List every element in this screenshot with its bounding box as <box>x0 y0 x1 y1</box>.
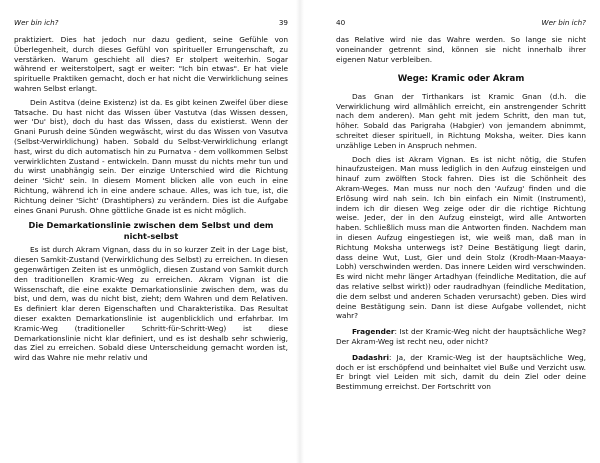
speaker-label: Dadashri <box>352 352 390 362</box>
page-body <box>14 35 288 363</box>
dialogue-paragraph <box>336 327 586 347</box>
speaker-label: Fragender <box>352 327 395 337</box>
page-header <box>336 18 586 27</box>
paragraph: das Relative wird nie das Wahre werden. So lange sie nicht voneinander getrennt sind, können sie nicht innerhalb ihrer eigenen Natur verbleiben. <box>336 35 586 64</box>
page-number: 40 <box>336 18 346 27</box>
paragraph: Es ist durch Akram Vignan, dass du in so kurzer Zeit in der Lage bist, diesen Samkit-Zustand (Verwirklichung des Selbst) zu erreichen. In diesen gegenwärtigen Zeiten ist es unmöglich, diesen Zustand von Samkit durch den traditionellen Kramic-Weg zu erreichen. Akram Vignan ist die Wissenschaft, die eine exakte Demarkationslinie zwischen dem, was du bist, und dem, was du nicht bist, zieht; dem Wahren und dem Relativen. Es definiert klar deren Eigenschaften und Charakteristika. Das Resultat dieser exakten Demarkationslinie ist augenblicklich und erfahrbar. Im Kramic-Weg (traditioneller Schritt-für-Schritt-Weg) ist diese Demarkationslinie nicht klar definiert, und es ist deshalb sehr schwierig, das Ziel zu erreichen. Sobald diese Unterscheidung gemacht worden ist, wird das Wahre nie mehr relativ und <box>14 245 288 363</box>
right-page <box>300 0 600 463</box>
paragraph: Das Gnan der Tirthankars ist Kramic Gnan (d.h. die Verwirklichung wird allmählich erreicht, ein anstrengender Schritt nach dem anderen). Man geht mit jedem Schritt, den man tut, höher. Sobald das Parigraha (Habgier) von jemandem abnimmt, schreitet dieser spirituell, in Richtung Moksha, weiter. Dies kann unzählige Leben in Anspruch nehmen. <box>336 91 586 150</box>
dialogue-text: : Ist der Kramic-Weg nicht der hauptsächliche Weg? Der Akram-Weg ist recht neu, oder nicht? <box>336 327 586 347</box>
dialogue-paragraph <box>336 353 586 392</box>
page-body <box>336 35 586 392</box>
section-heading: Wege: Kramic oder Akram <box>397 74 525 85</box>
paragraph: praktiziert. Dies hat jedoch nur dazu gedient, seine Gefühle von Überlegenheit, durch dieses Gefühl von spiritueller Errungenschaft, zu verstärken. Warum geschieht all dies? Er stolpert weiterhin. Sogar während er weiterstolpert, sagt er weiter: "Ich bin etwas". Er hat viele spirituelle Praktiken gemacht, doch er hat nicht die Verwirklichung seines wahren Selbst erlangt. <box>14 35 288 93</box>
running-title: Wer bin ich? <box>14 18 59 27</box>
running-title: Wer bin ich? <box>541 18 586 27</box>
paragraph: Doch dies ist Akram Vignan. Es ist nicht nötig, die Stufen hinaufzusteigen. Man muss lediglich in den Aufzug einsteigen und hinauf zum zwölften Stock fahren. Dies ist die Schönheit des Akram-Weges. Man muss nur noch den 'Aufzug' finden und die Erlösung wird nah sein. Ich bin einfach ein Nimit (Instrument), indem ich dir diesen Weg zeige oder dir die richtige Richtung weise. Jeder, der in den Aufzug einsteigt, wird alle Antworten haben. Schließlich muss man die Antworten finden. Nachdem man in diesen Aufzug eingestiegen ist, wie weiß man, daß man in Richtung Moksha unterwegs ist? Deine Bestätigung liegt darin, dass deine Wut, Lust, Gier und dein Stolz (Krodh-Maan-Maaya-Lobh) verschwinden werden. Das innere Leiden wird verschwinden. Es wird nicht mehr länger Artadhyan (feindliche Meditation, die auf das relative selbst wirkt)) oder raudradhyan (feindliche Meditation, die dem selbst und anderen Schaden verursacht) geben. Dies wird deine Bestätigung sein. Dann ist diese Aufgabe vollendet, nicht wahr? <box>336 154 586 321</box>
page-header <box>14 18 288 27</box>
section-heading: Die Demarkationslinie zwischen dem Selbst und dem nicht-selbst <box>28 220 274 241</box>
page-number: 39 <box>278 18 288 27</box>
paragraph: Dein Astitva (deine Existenz) ist da. Es gibt keinen Zweifel über diese Tatsache. Du hast nicht das Wissen über Vastutva (das Wissen dessen, wer 'Du' bist), doch du hast das Wissen, dass du existierst. Wenn der Gnani Purush deine Sünden wegwäscht, wirst du das Wissen von Vasutva (Selbst-Verwirklichung) haben. Sobald du Selbst-Verwirklichung erlangt hast, wirst du dich automatisch hin zu Purnatva - dem vollkommen Selbst verwirklichten Zustand - entwickeln. Dann musst du nichts mehr tun und du wirst unabhängig sein. Der einzige Unterschied wird die Richtung deiner 'Sicht' sein. In diesem Moment blicken alle von euch in eine Richtung, während ich in eine andere schaue. Alles, was ich tue, ist, die Richtung deiner 'Sicht' (Drashtiphers) zu verändern. Dies ist die Aufgabe eines Gnani Purush. Ohne göttliche Gnade ist es nicht möglich. <box>14 97 288 215</box>
dialogue-text: : Ja, der Kramic-Weg ist der hauptsächliche Weg, doch er ist erschöpfend und beinhaltet viel Buße und Verzicht usw. Er bringt viel Leiden mit sich, damit du dein Ziel oder deine Bestimmung erreichst. Der Fortschritt von <box>336 352 586 392</box>
